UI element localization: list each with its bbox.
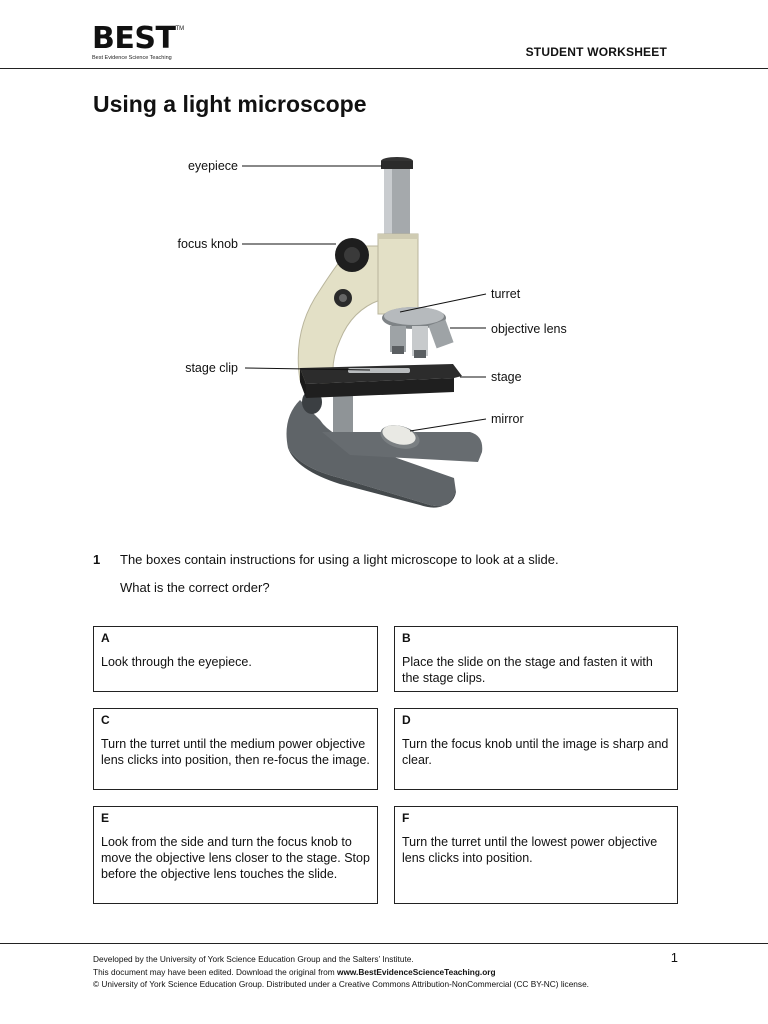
microscope-base: [287, 390, 483, 508]
box-letter: C: [101, 713, 110, 727]
footer-download-text: This document may have been edited. Download the original from: [93, 966, 337, 977]
logo-tagline: Best Evidence Science Teaching: [92, 55, 172, 61]
box-letter: D: [402, 713, 411, 727]
microscope-figure: [0, 140, 768, 530]
label-turret: turret: [491, 287, 521, 301]
box-text: Turn the focus knob until the image is sharp and clear.: [402, 737, 669, 767]
label-focus-knob: focus knob: [177, 237, 238, 251]
instruction-box-b: [394, 626, 678, 692]
label-eyepiece: eyepiece: [187, 159, 238, 173]
instruction-box-d: [394, 708, 678, 790]
box-letter: F: [402, 811, 410, 825]
footer: [93, 953, 589, 991]
box-text: Turn the turret until the medium power objective lens clicks into position, then re-focus the image.: [101, 737, 370, 767]
worksheet-label: STUDENT WORKSHEET: [525, 45, 667, 59]
box-text: Turn the turret until the lowest power objective lens clicks into position.: [402, 835, 658, 865]
box-text: Look from the side and turn the focus knob to move the objective lens closer to the stage. Stop before the objective lens touches the slide.: [101, 835, 370, 881]
instruction-box-c: [93, 708, 378, 790]
page-number: 1: [670, 950, 678, 965]
best-logo: [92, 21, 185, 62]
question-subtext: What is the correct order?: [120, 580, 270, 595]
footer-divider: [0, 943, 768, 944]
footer-license: © University of York Science Education Group. Distributed under a Creative Commons Attribution-NonCommercial (CC BY-NC) license.: [93, 979, 589, 989]
label-mirror: mirror: [491, 412, 524, 426]
instruction-box-e: [93, 806, 378, 904]
microscope-tube: [378, 157, 418, 314]
turret: [382, 307, 454, 358]
instruction-box-f: [394, 806, 678, 904]
footer-download-note: [93, 966, 589, 979]
page-title: Using a light microscope: [93, 91, 367, 117]
footer-credit: Developed by the University of York Science Education Group and the Salters’ Institute.: [93, 954, 414, 964]
box-text: Place the slide on the stage and fasten it with the stage clips.: [402, 655, 653, 685]
label-stage: stage: [491, 370, 522, 384]
box-letter: A: [101, 631, 110, 645]
question-number: 1: [93, 552, 101, 567]
footer-link[interactable]: www.BestEvidenceScienceTeaching.org: [336, 966, 496, 977]
box-letter: E: [101, 811, 110, 825]
header-divider: [0, 68, 768, 69]
box-letter: B: [402, 631, 411, 645]
question-text: The boxes contain instructions for using a light microscope to look at a slide.: [120, 552, 559, 567]
logo-trademark: TM: [175, 26, 185, 32]
label-stage-clip: stage clip: [185, 361, 238, 375]
logo-word: BEST: [92, 21, 176, 56]
label-objective-lens: objective lens: [491, 322, 567, 336]
box-text: Look through the eyepiece.: [101, 655, 252, 669]
instruction-box-a: [93, 626, 378, 692]
